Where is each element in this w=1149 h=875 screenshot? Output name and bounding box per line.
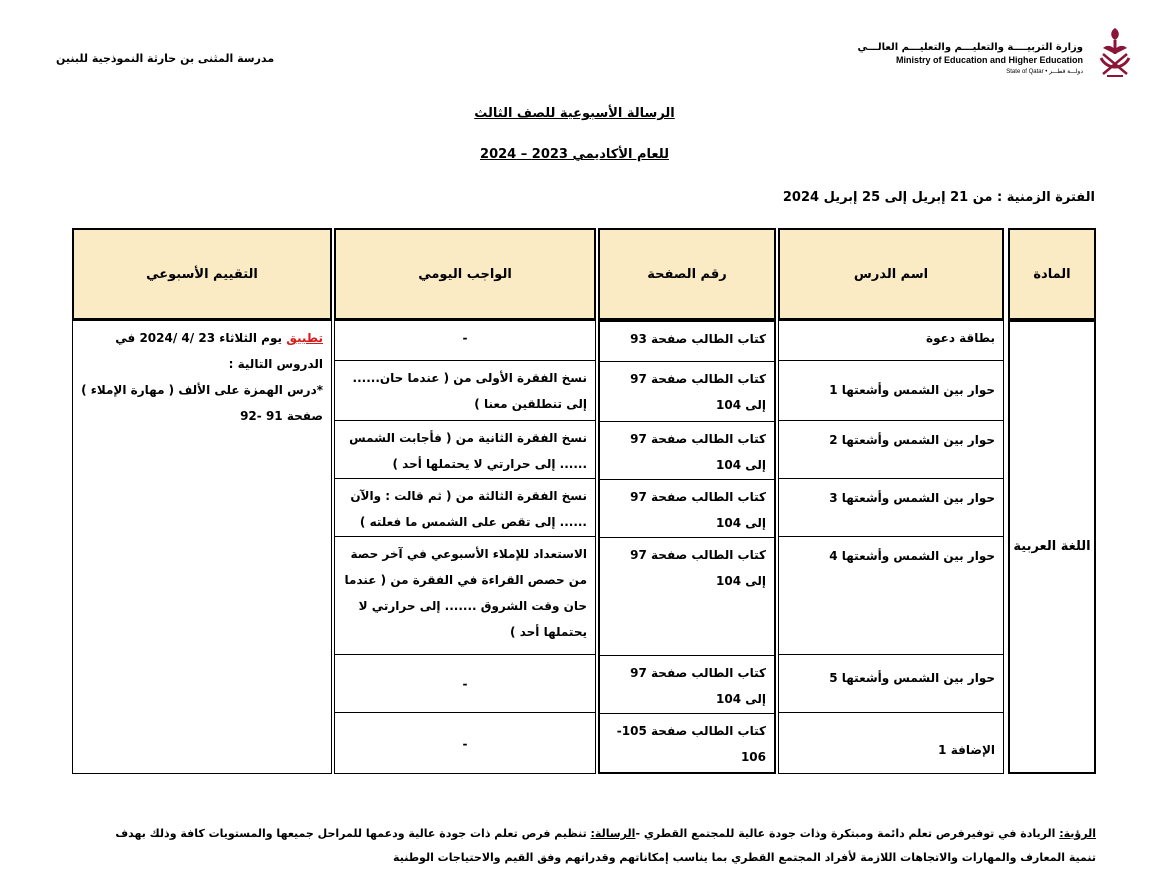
subject-label: اللغة العربية [1013, 539, 1091, 554]
lesson-cell: حوار بين الشمس وأشعتها 3 [779, 479, 1003, 537]
page-cell: كتاب الطالب صفحة 97 إلى 104 [600, 422, 774, 480]
page-cell: كتاب الطالب صفحة 93 [600, 322, 774, 362]
mission-label: الرسالة: [590, 827, 636, 840]
ministry-english-name: Ministry of Education and Higher Education [895, 55, 1083, 65]
header-lesson: اسم الدرس [778, 228, 1004, 320]
mission-text: تنظيم فرص تعلم ذات جودة عالية ودعمها للمراحل جميعها والمستويات كافة وذلك بهدف تنمية المعارف والمهارات والاتجاهات اللازمة لأفراد المجتمع القطري بما يناسب إمكاناتهم وقدراتهم وفق القيم والاحتياجات الوطنية [115, 827, 1096, 864]
lesson-column [778, 320, 1004, 774]
homework-cell: نسخ الفقرة الثالثة من ( ثم قالت : والآن ...... إلى تقص على الشمس ما فعلته ) [335, 479, 595, 537]
homework-cell: - [462, 737, 468, 751]
ministry-arabic-name: وزارة التربيــــة والتعليـــم والتعليـــم العالـــي [857, 42, 1083, 53]
lesson-cell: بطاقة دعوة [779, 321, 1003, 361]
evaluation-highlight: تطبيق [286, 331, 323, 345]
header-subject: المادة [1008, 228, 1096, 320]
header-page: رقم الصفحة [598, 228, 776, 320]
time-period: الفترة الزمنية : من 21 إبريل إلى 25 إبريل 2024 [782, 190, 1095, 205]
lesson-cell: الإضافة 1 [938, 743, 995, 757]
school-name: مدرسة المثنى بن حارثة النموذجية للبنين [56, 52, 275, 65]
homework-column [334, 320, 596, 774]
evaluation-date-text: يوم الثلاثاء 23 /4 /2024 في الدروس التالية : [115, 331, 323, 371]
lesson-cell: حوار بين الشمس وأشعتها 5 [779, 655, 1003, 713]
page-cell: كتاب الطالب صفحة 97 إلى 104 [600, 362, 774, 422]
header-homework: الواجب اليومي [334, 228, 596, 320]
ministry-state: State of Qatar • دولـــة قطـــر [1006, 69, 1083, 75]
page-cell: كتاب الطالب صفحة 97 إلى 104 [600, 656, 774, 714]
homework-cell: نسخ الفقرة الأولى من ( عندما حان...... إلى تنطلقين معنا ) [335, 361, 595, 421]
ministry-header [857, 24, 1137, 80]
homework-cell: - [335, 321, 595, 361]
homework-cell: الاستعداد للإملاء الأسبوعي في آخر حصة من حصص القراءة في الفقرة من ( عندما حان وقت الشروق ....... إلى حرارتي لا يحتملها أحد ) [335, 537, 595, 655]
header-evaluation: التقييم الأسبوعي [72, 228, 332, 320]
homework-cell: - [335, 655, 595, 713]
vision-text: الريادة في توفيرفرص تعلم دائمة ومبتكرة وذات جودة عالية للمجتمع القطري - [635, 827, 1060, 840]
page-column [598, 320, 776, 774]
academic-year: للعام الأكاديمي 2023 – 2024 [480, 147, 669, 162]
evaluation-content [73, 321, 331, 433]
homework-cell: نسخ الفقرة الثانية من ( فأجابت الشمس ...... إلى حرارتي لا يحتملها أحد ) [335, 421, 595, 479]
evaluation-lesson-text: *درس الهمزة على الألف ( مهارة الإملاء ) صفحة 91 -92 [81, 383, 323, 423]
page-cell: كتاب الطالب صفحة 105-106 [616, 724, 766, 764]
weekly-table [72, 228, 1096, 774]
lesson-cell: حوار بين الشمس وأشعتها 2 [779, 421, 1003, 479]
page-cell: كتاب الطالب صفحة 97 إلى 104 [600, 480, 774, 538]
ministry-logo-icon [1093, 24, 1137, 80]
evaluation-cell [72, 320, 332, 774]
lesson-cell: حوار بين الشمس وأشعتها 4 [779, 537, 1003, 655]
page-title: الرسالة الأسبوعية للصف الثالث [474, 106, 675, 121]
footer-vision-mission [96, 822, 1096, 870]
subject-cell [1008, 320, 1096, 774]
lesson-cell: حوار بين الشمس وأشعتها 1 [779, 361, 1003, 421]
vision-label: الرؤية: [1059, 827, 1096, 840]
page-cell: كتاب الطالب صفحة 97 إلى 104 [600, 538, 774, 656]
